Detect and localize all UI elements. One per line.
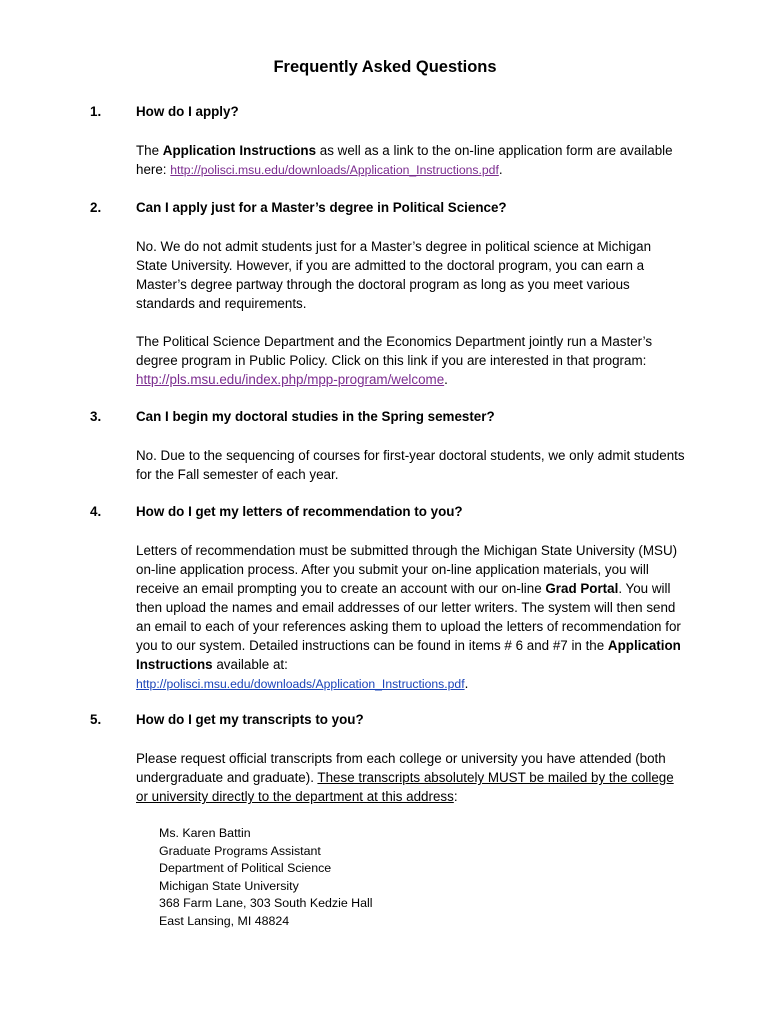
answer-5: Please request official transcripts from each college or university you have attended (both undergraduate and graduate). These transcripts absolutely MUST be mailed by the college or university directly to the department at this address:	[136, 751, 674, 804]
address-line: Ms. Karen Battin	[159, 826, 251, 840]
answer-1: The Application Instructions as well as a link to the on-line application form are available here: http://polisci.msu.edu/downloads/Application_Instructions.pdf.	[136, 143, 673, 177]
address-line: East Lansing, MI 48824	[159, 913, 290, 928]
mpp-program-link[interactable]: http://pls.msu.edu/index.php/mpp-program/welcome	[136, 372, 445, 387]
page-title: Frequently Asked Questions	[273, 58, 497, 76]
bold-term: Application Instructions	[162, 143, 317, 158]
address-line: Graduate Programs Assistant	[159, 843, 321, 858]
bold-term: Grad Portal	[545, 581, 619, 596]
answer-3: No. Due to the sequencing of courses for first-year doctoral students, we only admit students for the Fall semester of each year.	[136, 448, 685, 482]
underlined-emphasis: These transcripts absolutely MUST be mailed by the college or university directly to the department at this address	[136, 770, 674, 804]
address-line: Department of Political Science	[159, 861, 332, 875]
question-number: 1.	[90, 104, 102, 119]
answer-2-paragraph-2: The Political Science Department and the Economics Department jointly run a Master’s degree program in Public Policy. Click on this link if you are interested in that program: http://pls.msu.edu/index.php/mpp-program/welcome.	[136, 334, 653, 387]
question-number: 3.	[90, 409, 102, 424]
address-line: 368 Farm Lane, 303 South Kedzie Hall	[159, 896, 373, 910]
question-text: Can I apply just for a Master’s degree in Political Science?	[136, 200, 507, 215]
mailing-address	[159, 825, 559, 930]
question-text: How do I get my transcripts to you?	[136, 712, 364, 727]
application-instructions-link[interactable]: http://polisci.msu.edu/downloads/Application_Instructions.pdf	[136, 677, 465, 691]
question-number: 5.	[90, 712, 102, 727]
question-text: Can I begin my doctoral studies in the Spring semester?	[136, 409, 495, 424]
question-number: 4.	[90, 504, 102, 519]
question-number: 2.	[90, 200, 102, 215]
question-text: How do I apply?	[136, 104, 239, 119]
bold-term: Application Instructions	[136, 638, 681, 672]
address-line: Michigan State University	[159, 878, 299, 893]
question-text: How do I get my letters of recommendation to you?	[136, 504, 463, 519]
answer-2-paragraph-1: No. We do not admit students just for a Master’s degree in political science at Michigan State University. However, if you are admitted to the doctoral program, you can earn a Master’s degree partway through the doctoral program as long as you meet various standards and requirements.	[136, 239, 652, 311]
answer-4: Letters of recommendation must be submitted through the Michigan State University (MSU) on-line application process. After you submit your on-line application materials, you will receive an email prompting you to create an account with our on-line Grad Portal. You will then upload the names and email addresses of our letter writers. The system will then send an email to each of your references asking them to upload the letters of recommendation for you to our system. Detailed instructions can be found in items # 6 and #7 in the Application Instructions available at: http://polisci.msu.edu/downloads/Application_Instructions.pdf.	[136, 543, 681, 691]
application-instructions-link[interactable]: http://polisci.msu.edu/downloads/Application_Instructions.pdf	[170, 163, 499, 177]
